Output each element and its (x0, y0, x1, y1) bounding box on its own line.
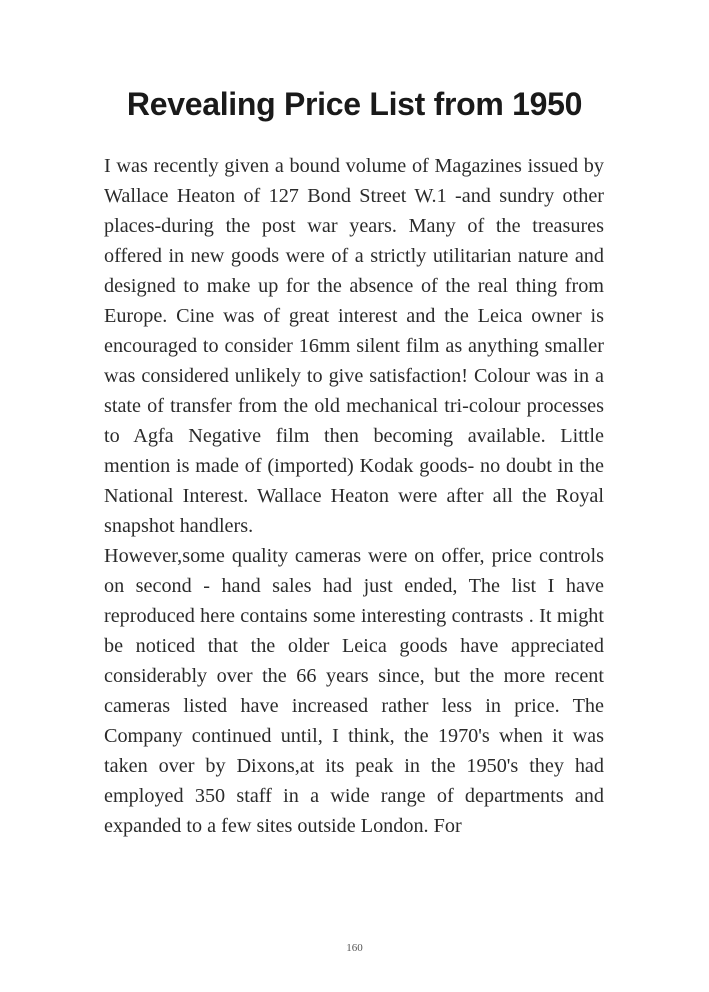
paragraph-2: However,some quality cameras were on offer, price controls on second - hand sales had just ended, The list I have reproduced here contains some interesting contrasts . It might be noticed that the older Leica goods have appreciated considerably over the 66 years since, but the more recent cameras listed have increased rather less in price. The Company continued until, I think, the 1970's when it was taken over by Dixons,at its peak in the 1950's they had employed 350 staff in a wide range of departments and expanded to a few sites outside London. For (104, 545, 604, 837)
page-number: 160 (346, 942, 363, 954)
paragraph-1: I was recently given a bound volume of Magazines issued by Wallace Heaton of 127 Bond Street W.1 -and sundry other places-during the post war years. Many of the treasures offered in new goods were of a strictly utilitarian nature and designed to make up for the absence of the real thing from Europe. Cine was of great interest and the Leica owner is encouraged to consider 16mm silent film as anything smaller was considered unlikely to give satisfaction! Colour was in a state of transfer from the old mechanical tri-colour processes to Agfa Negative film then becoming available. Little mention is made of (imported) Kodak goods- no doubt in the National Interest. Wallace Heaton were after all the Royal snapshot handlers. (104, 155, 604, 537)
page-title: Revealing Price List from 1950 (126, 86, 583, 122)
body-text (104, 151, 604, 841)
